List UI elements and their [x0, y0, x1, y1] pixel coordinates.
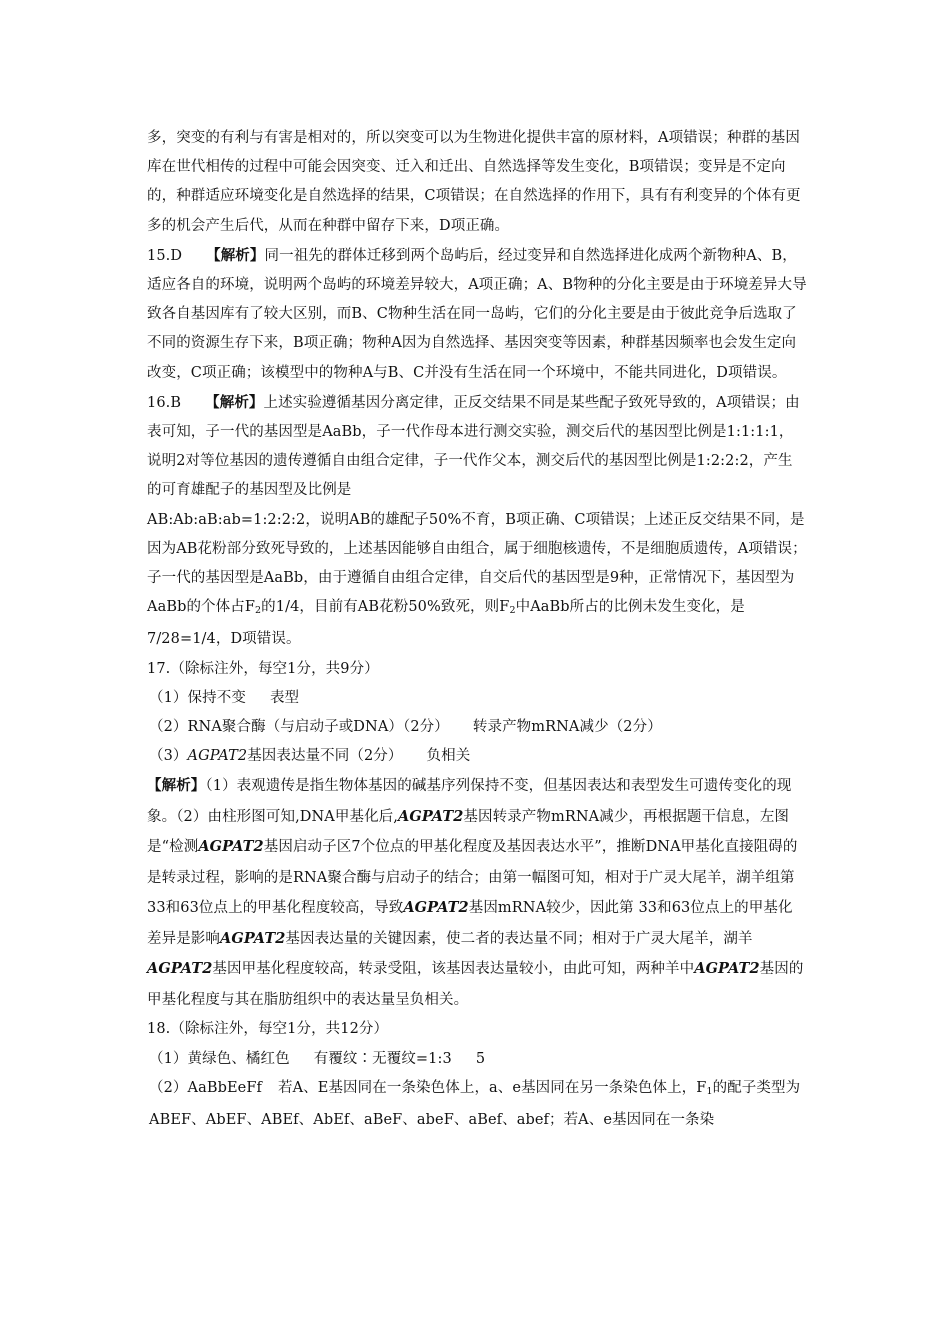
explanation-text: 同一祖先的群体迁移到两个岛屿后，经过变异和自然选择进化成两个新物种A、B，适应各自的环境，说明两个岛屿的环境差异较大，A项正确；A、B物种的分化主要是由于环境差异大导致各自基因库有了较大区别，而B、C物种生活在同一岛屿，它们的分化主要是由于彼此竞争后选取了不同的资源生存下来，B项正确；物种A因为自然选择、基因突变等因素，种群基因频率也会发生定向改变，C项正确；该模型中的物种A与B、C并没有生活在同一个环境中，不能共同进化，D项错误。 — [147, 247, 807, 381]
explanation-tag: 【解析】 — [205, 393, 264, 411]
paragraph-14-continued: 多，突变的有利与有害是相对的，所以突变可以为生物进化提供丰富的原材料，A项错误；种群的基因库在世代相传的过程中可能会因突变、迁入和迁出、自然选择等发生变化，B项错误；变异是不定向的，种群适应环境变化是自然选择的结果，C项错误；在自然选择的作用下，具有有利变异的个体有更多的机会产生后代，从而在种群中留存下来，D项正确。 — [147, 130, 801, 234]
question-16: 16.B 【解析】上述实验遵循基因分离定律，正反交结果不同是某些配子致死导致的，A项错误；由表可知，子一代的基因型是AaBb，子一代作母本进行测交实验，测交后代的基因型比例是1:1:1:1，说明2对等位基因的遗传遵循自由组合定律，子一代作父本，测交后代的基因型比例是1:2:2:2，产生的可育雄配子的基因型及比例是 AB:Ab:aB:ab=1:2:2:2，说明AB的雄配子50%不育，B项正确、C项错误；上述正反交结果不同，是因为AB花粉部分致死导致的，上述基因能够自由组合，属于细胞核遗传，不是细胞质遗传，A项错误；子一代的基因型是AaBb，由于遵循自由组合定律，自交后代的基因型是9种，正常情况下，基因型为AaBb的个体占$F_2$的1/4，目前有AB花粉50%致死，则$F_2$中AaBb所占的比例未发生变化，是7/28=1/4，D项错误。 — [147, 393, 807, 648]
question-15 — [147, 241, 807, 388]
explanation-tag: 【解析】 — [206, 246, 265, 264]
answer-18-2: （2）AaBbEeFf 若A、E基因同在一条染色体上，a、e基因同在另一条染色体上，$F_1$的配子类型为ABEF、AbEF、ABEf、AbEf、aBeF、abeF、aBef、abef；若A、e基因同在一条染 — [149, 1079, 801, 1129]
answer-17-1: （1）保持不变 表型 — [149, 689, 300, 706]
question-number: 15.D — [147, 247, 183, 264]
explanation-tag: 【解析】 — [147, 777, 206, 795]
question-17-header: 17.（除标注外，每空1分，共9分） — [147, 660, 379, 677]
answer-explanations — [147, 124, 807, 1135]
explanation-17: 【解析】（1）表观遗传是指生物体基因的碱基序列保持不变，但基因表达和表型发生可遗传变化的现象。（2）由柱形图可知,DNA甲基化后,AGPAT2基因转录产物mRNA减少，再根据题干信息，左图是“检测AGPAT2基因启动子区7个位点的甲基化程度及基因表达水平”，推断DNA甲基化直接阻碍的是转录过程，影响的是RNA聚合酶与启动子的结合；由第一幅图可知，相对于广灵大尾羊，湖羊组第33和63位点上的甲基化程度较高，导致AGPAT2基因mRNA较少，因此第 33和63位点上的甲基化差异是影响AGPAT2基因表达量的关键因素，使二者的表达量不同；相对于广灵大尾羊，湖羊AGPAT2基因甲基化程度较高，转录受阻，该基因表达量较小，由此可知，两种羊中AGPAT2基因的甲基化程度与其在脂肪组织中的表达量呈负相关。 — [147, 777, 804, 1008]
answer-17-3: （3）AGPAT2基因表达量不同（2分） 负相关 — [149, 748, 471, 765]
answer-18-1: （1）黄绿色、橘红色 有覆纹∶无覆纹=1:3 5 — [149, 1050, 486, 1067]
question-18-header: 18.（除标注外，每空1分，共12分） — [147, 1021, 389, 1038]
answer-17-2: （2）RNA聚合酶（与启动子或DNA）（2分） 转录产物mRNA减少（2分） — [149, 719, 662, 736]
question-number: 16.B — [147, 394, 182, 411]
